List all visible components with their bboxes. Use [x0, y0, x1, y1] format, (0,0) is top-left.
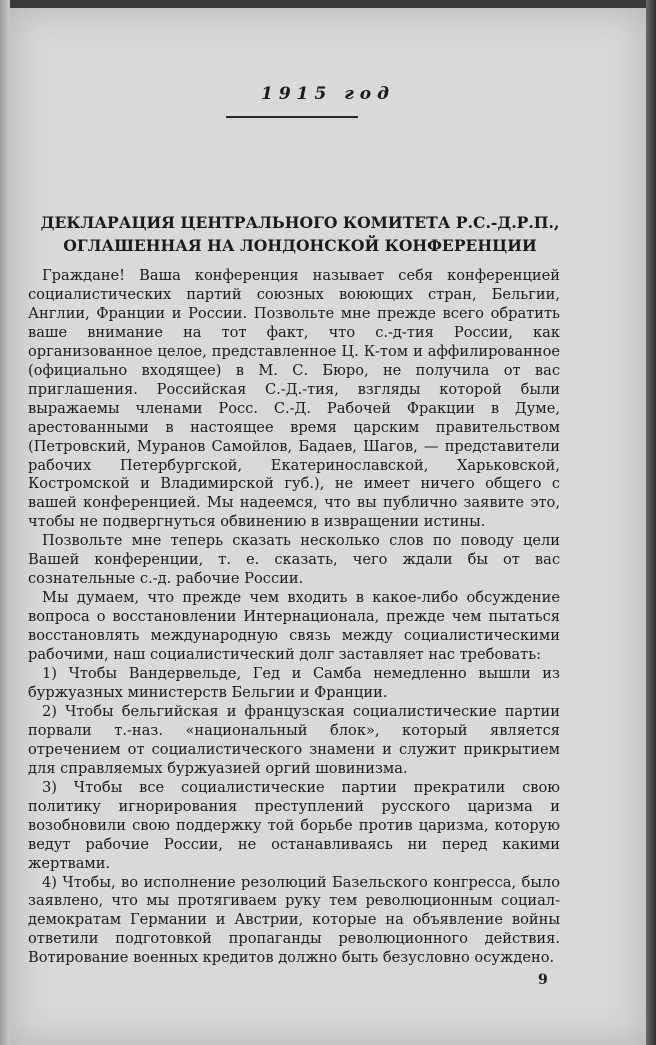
page-number: 9: [538, 972, 548, 988]
paragraph-purpose: Позвольте мне теперь сказать несколько слов по поводу цели Вашей конференции, т. е. сказать, чего ждали бы от вас сознательные с.-д. рабочие России.: [28, 532, 560, 588]
book-page: [10, 8, 646, 1045]
paragraph-demand-2: 2) Чтобы бельгийская и французская социалистические партии порвали т.-наз. «национальный блок», который является отречением от социалистического знамени и служит прикрытием для справляемых буржуазией оргий шовинизма.: [28, 702, 560, 777]
title-line-1: ДЕКЛАРАЦИЯ ЦЕНТРАЛЬНОГО КОМИТЕТА Р.С.-Д.Р.П.,: [40, 213, 560, 232]
paragraph-demand-1: 1) Чтобы Вандервельде, Гед и Самба немедленно вышли из буржуазных министерств Бельгии и Франции.: [28, 665, 560, 701]
body-text: [28, 267, 560, 968]
year-underline: [226, 116, 358, 118]
paragraph-demand-3: 3) Чтобы все социалистические партии прекратили свою политику игнорирования преступлений русского царизма и возобновили свою поддержку той борьбе против царизма, которую ведут рабочие России, не останавливаясь ни перед какими жертвами.: [28, 778, 560, 872]
book-binding: [0, 0, 10, 1045]
paragraph-address: Граждане! Ваша конференция называет себя конференцией социалистических партий союзных воюющих стран, Бельгии, Англии, Франции и России. Позвольте мне прежде всего обратить ваше внимание на тот факт, что с.-д-тия России, как организованное целое, представленное Ц. К-том и аффилированное (официально входящее) в М. С. Бюро, не получила от вас приглашения. Российская С.-Д.-тия, взгляды которой были выражаемы членами Росс. С.-Д. Рабочей Фракции в Думе, арестованными в настоящее время царским правительством (Петровский, Муранов Самойлов, Бадаев, Шагов, — представители рабочих Петербургской, Екатеринославской, Харьковской, Костромской и Владимирской губ.), не имеет ничего общего с вашей конференцией. Мы надеемся, что вы публично заявите это, чтобы не подвергнуться обвинению в извращении истины.: [28, 267, 560, 531]
paragraph-demand-4: 4) Чтобы, во исполнение резолюций Базельского конгресса, было заявлено, что мы протягиваем руку тем революционным социал-демократам Германии и Австрии, которые на объявление войны ответили подготовкой пропаганды революционного действия. Вотирование военных кредитов должно быть безусловно осуждено.: [28, 873, 560, 967]
paragraph-demands-intro: Мы думаем, что прежде чем входить в какое-либо обсуждение вопроса о восстановлении Интернационала, прежде чем пытаться восстановлять международную связь между социалистическими рабочими, наш социалистический долг заставляет нас требовать:: [28, 589, 560, 664]
year-heading: 1915 год: [261, 84, 395, 104]
page-title: [30, 211, 570, 257]
title-line-2: ОГЛАШЕННАЯ НА ЛОНДОНСКОЙ КОНФЕРЕНЦИИ: [63, 236, 537, 255]
page-edge-shadow: [646, 0, 656, 1045]
